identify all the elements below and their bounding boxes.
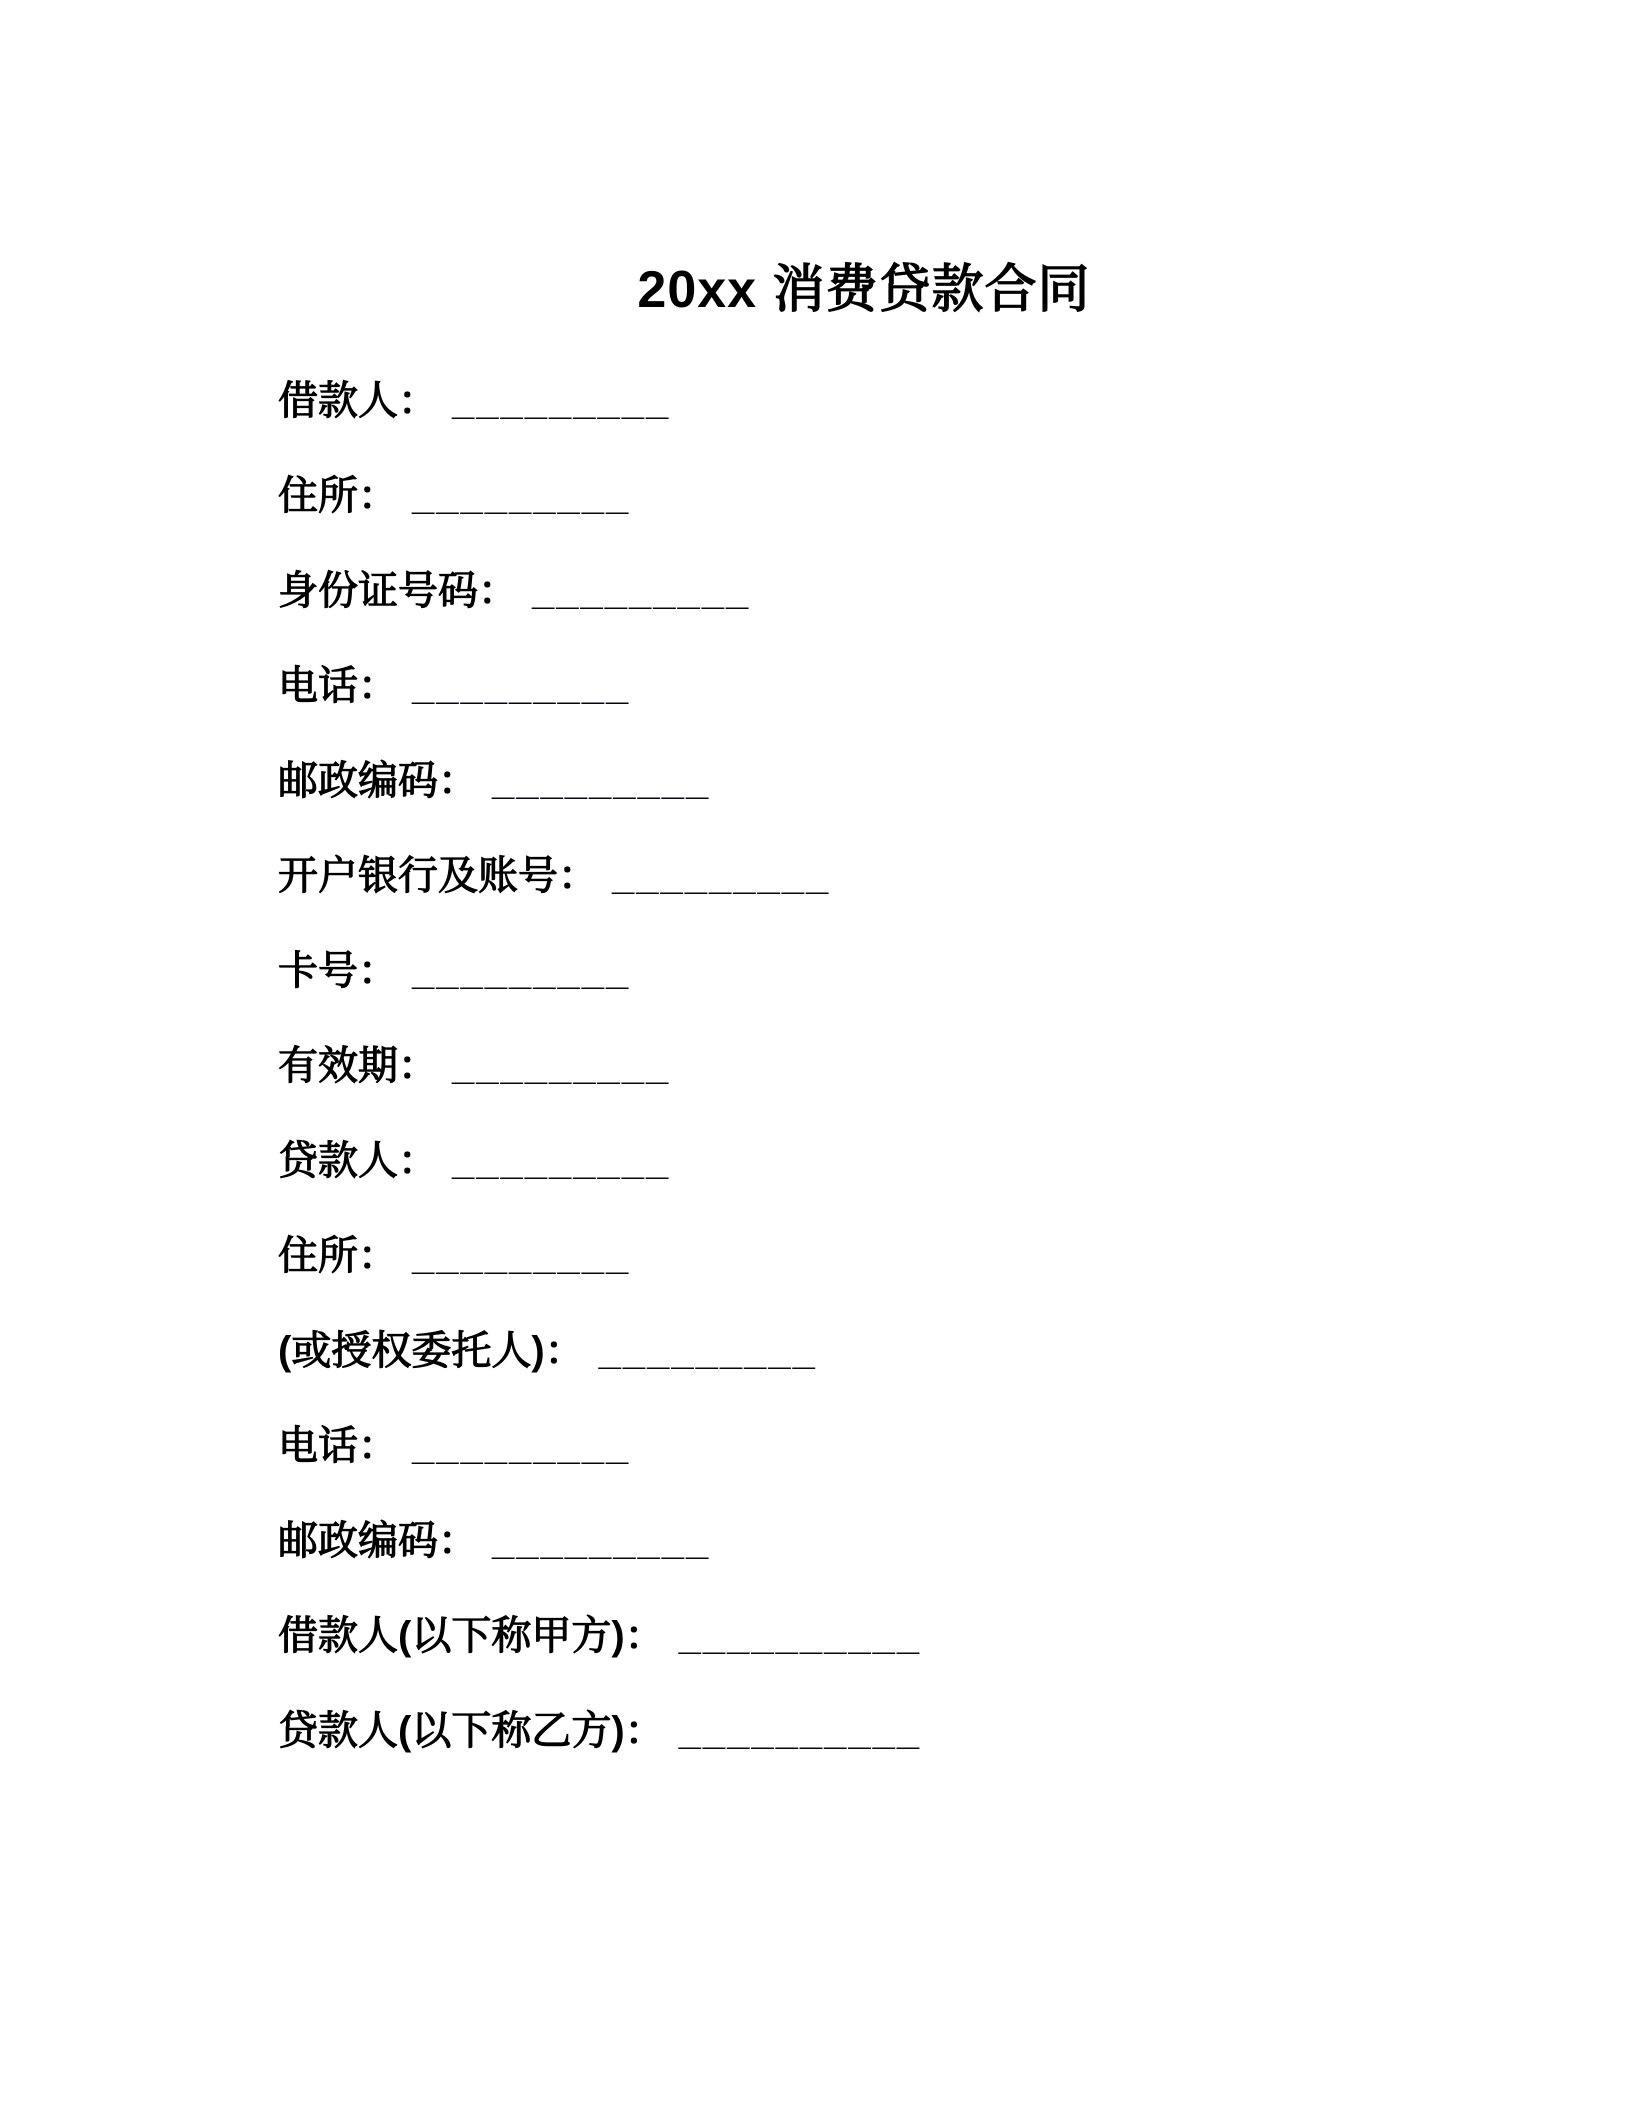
field-list [278,376,1532,1801]
field-blank: __________ [678,1614,922,1658]
field-label: 电话： [278,664,398,708]
field-label: 住所： [278,474,398,518]
field-blank: _________ [452,1139,671,1183]
field-line-lender-phone [278,1421,1532,1516]
field-line-card-number [278,946,1532,1041]
field-line-borrower-party-a [278,1611,1532,1706]
field-line-lender-postal-code [278,1516,1532,1611]
field-label: 贷款人(以下称乙方)： [278,1709,665,1753]
field-line-borrower [278,376,1532,471]
document-title: 20xx 消费贷款合同 [637,260,1091,319]
field-label: 贷款人： [278,1139,438,1183]
field-label: 住所： [278,1234,398,1278]
field-line-lender-address [278,1231,1532,1326]
field-line-address [278,471,1532,566]
field-blank: _________ [412,949,631,993]
field-blank: _________ [492,759,711,803]
field-blank: _________ [532,569,751,613]
field-label: (或授权委托人)： [278,1329,585,1373]
field-blank: _________ [412,664,631,708]
field-line-id-number [278,566,1532,661]
field-line-lender [278,1136,1532,1231]
field-label: 借款人(以下称甲方)： [278,1614,665,1658]
field-blank: _________ [412,1234,631,1278]
field-blank: _________ [598,1329,817,1373]
field-blank: _________ [612,854,831,898]
field-line-lender-party-b [278,1706,1532,1801]
field-label: 开户银行及账号： [278,854,598,898]
field-label: 身份证号码： [278,569,518,613]
field-label: 借款人： [278,379,438,423]
field-blank: __________ [678,1709,922,1753]
field-blank: _________ [412,1424,631,1468]
field-label: 有效期： [278,1044,438,1088]
field-label: 卡号： [278,949,398,993]
field-blank: _________ [492,1519,711,1563]
field-line-bank-account [278,851,1532,946]
field-line-validity-period [278,1041,1532,1136]
field-label: 电话： [278,1424,398,1468]
field-line-phone [278,661,1532,756]
field-label: 邮政编码： [278,1519,478,1563]
field-label: 邮政编码： [278,759,478,803]
field-line-authorized-agent [278,1326,1532,1421]
field-blank: _________ [452,379,671,423]
field-blank: _________ [412,474,631,518]
field-blank: _________ [452,1044,671,1088]
field-line-postal-code [278,756,1532,851]
